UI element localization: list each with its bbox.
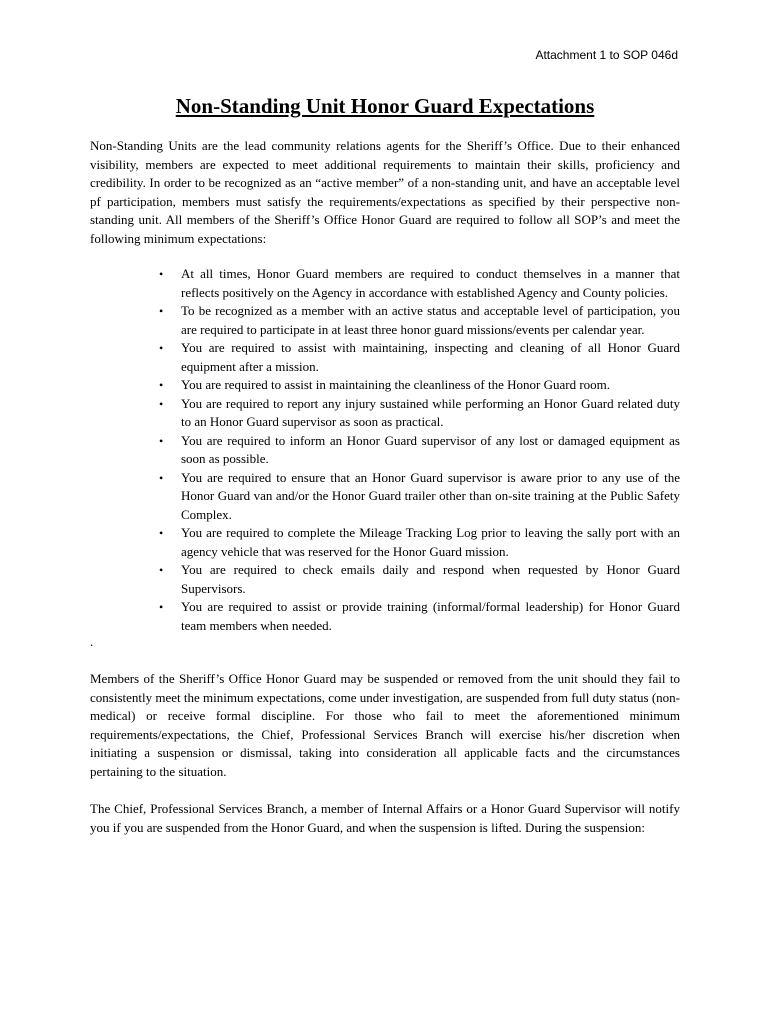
bullet-icon: • <box>159 600 164 614</box>
document-title: Non-Standing Unit Honor Guard Expectations <box>175 94 595 118</box>
list-item-text: You are required to assist in maintaining the cleanliness of the Honor Guard room. <box>181 377 611 392</box>
list-item-text: At all times, Honor Guard members are required to conduct themselves in a manner that reflects positively on the Agency in accordance with established Agency and County policies. <box>181 266 680 300</box>
bullet-icon: • <box>159 304 164 318</box>
bullet-icon: • <box>159 267 164 281</box>
list-item <box>159 302 680 339</box>
list-item <box>159 339 680 376</box>
list-item-text: You are required to check emails daily and respond when requested by Honor Guard Supervisors. <box>181 562 680 596</box>
list-item <box>159 376 680 395</box>
list-item-text: To be recognized as a member with an active status and acceptable level of participation, you are required to participate in at least three honor guard missions/events per calendar year. <box>181 303 680 337</box>
bullet-icon: • <box>159 433 164 448</box>
bullet-icon: • <box>159 341 164 355</box>
document-body <box>90 137 680 837</box>
list-item-text: You are required to complete the Mileage Tracking Log prior to leaving the sally port with an agency vehicle that was reserved for the Honor Guard mission. <box>181 525 680 559</box>
list-item-text: You are required to ensure that an Honor Guard supervisor is aware prior to any use of the Honor Guard van and/or the Honor Guard trailer other than on-site training at the Public Safety Complex. <box>181 469 680 522</box>
list-item-text: You are required to report any injury sustained while performing an Honor Guard related duty to an Honor Guard supervisor as soon as practical. <box>181 395 680 429</box>
bullet-icon: • <box>159 526 164 540</box>
stray-period: . <box>90 634 94 649</box>
list-item <box>159 395 680 432</box>
list-item <box>159 469 680 525</box>
list-item-text: You are required to assist with maintaining, inspecting and cleaning of all Honor Guard equipment after a mission. <box>181 340 680 374</box>
expectations-list <box>90 265 680 635</box>
intro-paragraph: Non-Standing Units are the lead community relations agents for the Sheriff’s Office. Due to their enhanced visibility, members are expected to meet additional requirements to maintain their skills, proficiency and credibility. In order to be recognized as an “active member” of a non-standing unit, and have an acceptable level pf participation, members must satisfy the requirements/expectations as specified by their perspective non-standing unit. All members of the Sheriff’s Office Honor Guard are required to follow all SOP’s and meet the following minimum expectations: <box>90 138 680 246</box>
notification-paragraph: The Chief, Professional Services Branch, a member of Internal Affairs or a Honor Guard Supervisor will notify you if you are suspended from the Honor Guard, and when the suspension is lifted. During the suspension: <box>90 801 680 835</box>
bullet-icon: • <box>159 378 164 392</box>
bullet-icon: • <box>159 470 164 485</box>
attachment-header: Attachment 1 to SOP 046d <box>535 48 678 62</box>
list-item-text: You are required to inform an Honor Guard supervisor of any lost or damaged equipment as soon as possible. <box>181 432 680 466</box>
list-item <box>159 598 680 635</box>
suspension-paragraph: Members of the Sheriff’s Office Honor Guard may be suspended or removed from the unit should they fail to consistently meet the minimum expectations, come under investigation, are suspended from full duty status (non-medical) or receive formal discipline. For those who fail to meet the aforementioned minimum requirements/expectations, the Chief, Professional Services Branch will exercise his/her discretion when initiating a suspension or dismissal, taking into consideration all applicable facts and the circumstances pertaining to the situation. <box>90 671 680 779</box>
list-item <box>159 432 680 469</box>
list-item <box>159 561 680 598</box>
bullet-icon: • <box>159 563 164 577</box>
list-item-text: You are required to assist or provide training (informal/formal leadership) for Honor Guard team members when needed. <box>181 599 680 633</box>
list-item <box>159 265 680 302</box>
list-item <box>159 524 680 561</box>
bullet-icon: • <box>159 396 164 411</box>
